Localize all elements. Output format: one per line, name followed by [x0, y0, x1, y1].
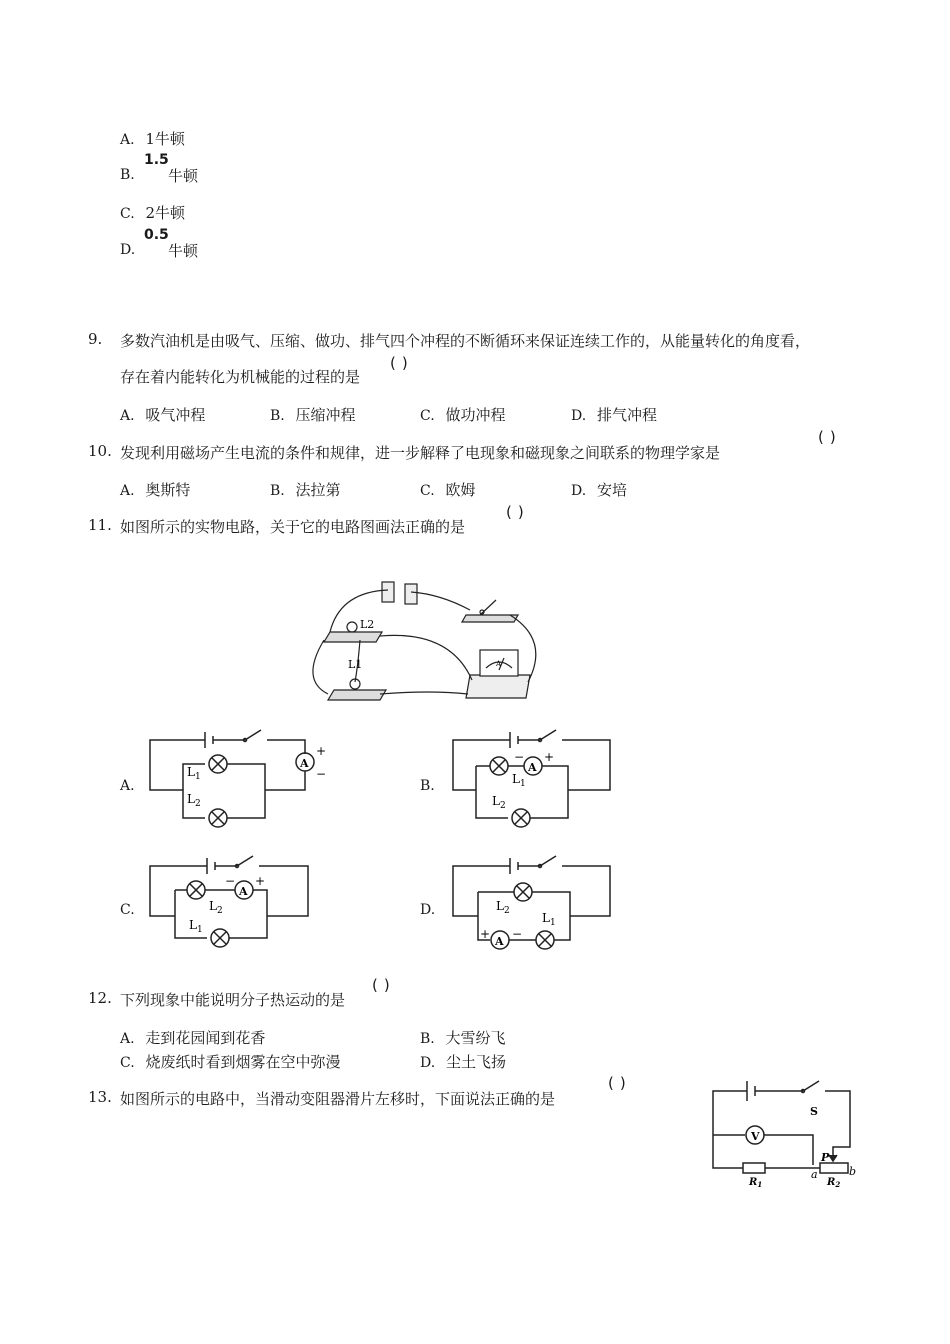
option-text: 排气冲程	[596, 406, 657, 424]
ammeter-body-icon	[466, 675, 530, 698]
option-text: 走到花园闻到花香	[145, 1029, 266, 1047]
minus-sign: −	[512, 927, 523, 941]
option-letter: B.	[270, 483, 285, 499]
q10-option-d	[571, 479, 627, 500]
answer-paren: ()	[390, 354, 414, 372]
plus-sign: +	[316, 744, 327, 758]
q13-number: 13.	[88, 1088, 112, 1106]
option-text: 牛顿	[168, 242, 199, 260]
lamp-holder-icon	[324, 632, 382, 642]
option-letter: A.	[120, 132, 135, 148]
q13-circuit-diagram	[705, 1075, 865, 1187]
q8-option-b	[120, 152, 240, 187]
plus-sign: +	[255, 874, 266, 888]
option-text: 奥斯特	[145, 481, 191, 499]
minus-sign: −	[514, 750, 525, 764]
l2-label: $L_2$	[187, 792, 201, 809]
photo-label-meter: A	[496, 660, 502, 668]
voltmeter-label: V	[751, 1130, 760, 1143]
q11-diagram-c	[145, 852, 320, 952]
q11-diagram-a	[145, 728, 335, 828]
q11-option-d-letter: D.	[420, 902, 436, 918]
option-text: 烧废纸时看到烟雾在空中弥漫	[145, 1053, 341, 1071]
l2-label: $L_2$	[209, 899, 223, 916]
lamp-holder-icon	[328, 690, 386, 700]
option-text: 法拉第	[295, 481, 341, 499]
option-letter: D.	[571, 408, 587, 424]
q9-stem-line2	[120, 366, 360, 387]
option-letter: B.	[270, 408, 285, 424]
ammeter-label: A	[239, 885, 248, 898]
l1-label: $L_1$	[512, 772, 526, 789]
q11-diagram-d	[448, 852, 618, 956]
q11-option-c-letter: C.	[120, 902, 135, 918]
answer-paren: ()	[818, 428, 842, 446]
ammeter-label: A	[495, 935, 504, 948]
q9-option-a	[120, 404, 205, 425]
battery-icon	[382, 582, 394, 602]
option-text: 欧姆	[445, 481, 476, 499]
option-text: 安培	[596, 481, 627, 499]
ammeter-label: A	[528, 761, 537, 774]
q8-option-a	[120, 128, 185, 149]
q10-option-c	[420, 479, 475, 500]
slider-p-label: P	[821, 1151, 830, 1164]
q9-option-b	[270, 404, 356, 425]
q10-option-b	[270, 479, 341, 500]
terminal-a-label: a	[811, 1168, 818, 1181]
q9-option-c	[420, 404, 505, 425]
q12-number: 12.	[88, 989, 112, 1007]
option-letter: D.	[420, 1055, 436, 1071]
option-letter: B.	[420, 1031, 435, 1047]
photo-label-l1: L1	[348, 658, 363, 671]
minus-sign: −	[316, 767, 327, 781]
option-text: 牛顿	[168, 167, 199, 185]
q11-diagram-b	[448, 728, 618, 828]
answer-paren: ()	[506, 503, 530, 521]
q8-option-d	[120, 227, 240, 262]
q10-stem: 发现利用磁场产生电流的条件和规律，进一步解释了电现象和磁现象之间联系的物理学家是	[120, 444, 721, 462]
battery-icon	[405, 584, 417, 604]
l1-label: $L_1$	[187, 765, 201, 782]
q11-option-b-letter: B.	[420, 778, 435, 794]
r2-label: $R_2$	[827, 1177, 841, 1187]
answer-paren: ()	[608, 1074, 632, 1092]
q11-physical-circuit-figure	[300, 570, 560, 715]
option-letter: A.	[120, 1031, 135, 1047]
q11-number: 11.	[88, 516, 112, 534]
option-letter: D.	[571, 483, 587, 499]
option-letter: A.	[120, 483, 135, 499]
resistor-r1-icon	[743, 1163, 765, 1173]
option-text: 1牛顿	[145, 130, 185, 148]
r1-label: $R_1$	[749, 1177, 763, 1187]
answer-paren: ()	[372, 976, 396, 994]
q11-stem: 如图所示的实物电路，关于它的电路图画法正确的是	[120, 518, 466, 536]
terminal-b-label: b	[849, 1165, 857, 1178]
q9-number: 9.	[88, 330, 103, 348]
l1-label: $L_1$	[542, 911, 556, 928]
q12-option-a	[120, 1027, 265, 1048]
minus-sign: −	[225, 874, 236, 888]
option-letter: A.	[120, 408, 135, 424]
option-letter: C.	[120, 1055, 135, 1071]
q12-stem: 下列现象中能说明分子热运动的是	[120, 991, 346, 1009]
option-text: 压缩冲程	[295, 406, 356, 424]
option-letter: C.	[420, 483, 435, 499]
option-text: 做功冲程	[445, 406, 506, 424]
option-text: 大雪纷飞	[445, 1029, 506, 1047]
option-letter: C.	[120, 206, 135, 222]
q9-stem-text: 存在着内能转化为机械能的过程的是	[120, 368, 361, 386]
q12-option-b	[420, 1027, 506, 1048]
plus-sign: +	[480, 927, 491, 941]
l2-label: $L_2$	[496, 899, 510, 916]
q9-option-d	[571, 404, 657, 425]
q8-option-c	[120, 202, 185, 223]
q11-option-a-letter: A.	[120, 778, 135, 794]
l2-label: $L_2$	[492, 794, 506, 811]
plus-sign: +	[544, 750, 555, 764]
q12-option-d	[420, 1051, 506, 1072]
switch-label: S	[810, 1105, 818, 1118]
q13-stem: 如图所示的电路中，当滑动变阻器滑片左移时，下面说法正确的是	[120, 1090, 556, 1108]
option-text: 尘土飞扬	[445, 1053, 506, 1071]
q12-option-c	[120, 1051, 340, 1072]
switch-icon	[462, 615, 518, 622]
photo-label-l2: L2	[360, 618, 375, 631]
option-text: 2牛顿	[145, 204, 185, 222]
l1-label: $L_1$	[189, 918, 203, 935]
option-letter: B.	[120, 167, 135, 183]
q9-stem-line1: 多数汽油机是由吸气、压缩、做功、排气四个冲程的不断循环来保证连续工作的，从能量转化的角度看，	[120, 332, 811, 350]
option-number: 0.5	[144, 227, 169, 243]
option-letter: D.	[120, 242, 136, 258]
option-letter: C.	[420, 408, 435, 424]
ammeter-label: A	[300, 757, 309, 770]
option-text: 吸气冲程	[145, 406, 206, 424]
q10-number: 10.	[88, 442, 112, 460]
q10-option-a	[120, 479, 190, 500]
rheostat-r2-icon	[820, 1163, 848, 1173]
option-number: 1.5	[144, 152, 169, 168]
